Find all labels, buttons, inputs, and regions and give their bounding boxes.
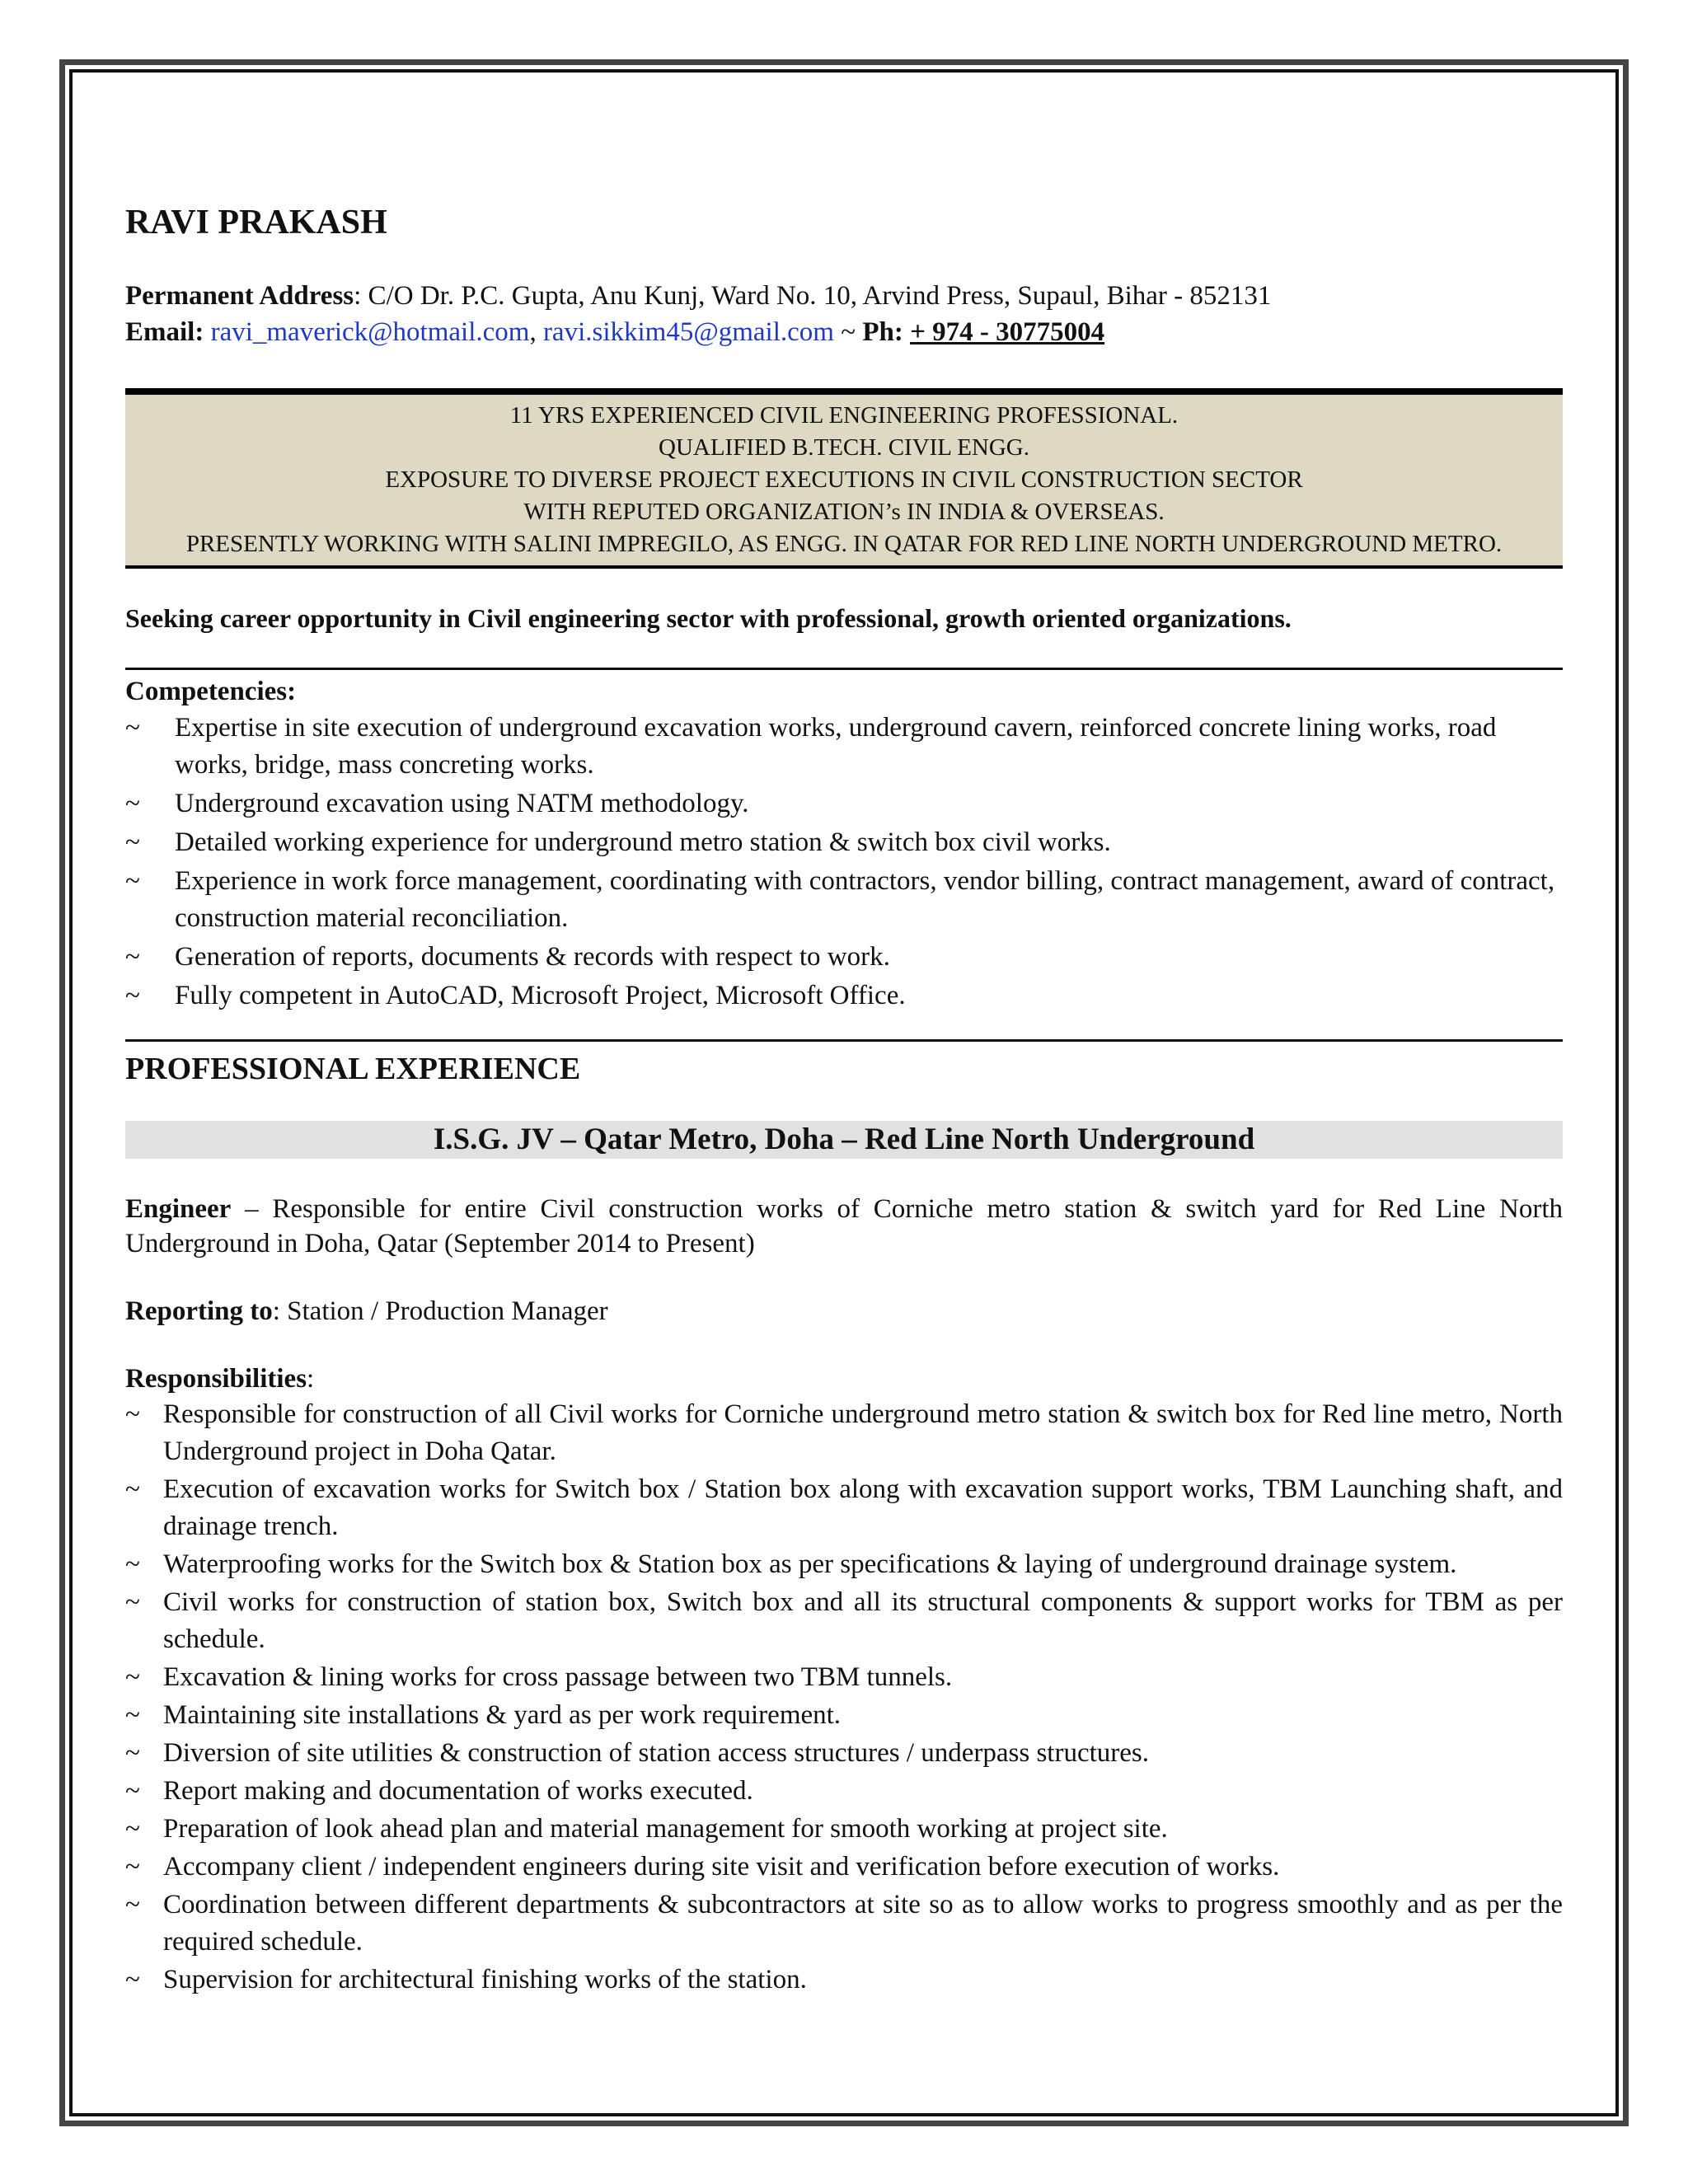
reporting-label: Reporting to bbox=[125, 1296, 273, 1327]
list-item: ~ Coordination between different departments & subcontractors at site so as to allow works to progress smoothly and as per the required schedule. bbox=[125, 1886, 1563, 1961]
list-item: ~ Generation of reports, documents & records with respect to work. bbox=[125, 939, 1563, 976]
summary-line: EXPOSURE TO DIVERSE PROJECT EXECUTIONS IN CIVIL CONSTRUCTION SECTOR bbox=[385, 466, 1303, 494]
tilde-separator: ~ bbox=[841, 317, 856, 348]
phone-label: Ph: bbox=[862, 317, 903, 348]
reporting-line bbox=[125, 1294, 1563, 1329]
tilde-bullet: ~ bbox=[125, 1814, 140, 1844]
tilde-bullet: ~ bbox=[125, 827, 140, 858]
section-divider bbox=[125, 668, 1563, 670]
list-item: ~ Excavation & lining works for cross passage between two TBM tunnels. bbox=[125, 1659, 1563, 1696]
responsibilities-list bbox=[125, 1396, 1563, 1999]
list-item: ~ Underground excavation using NATM methodology. bbox=[125, 785, 1563, 823]
address-value: : C/O Dr. P.C. Gupta, Anu Kunj, Ward No. 10, Arvind Press, Supaul, Bihar - 852131 bbox=[354, 281, 1272, 312]
list-item: ~ Supervision for architectural finishing works of the station. bbox=[125, 1961, 1563, 1999]
responsibilities-heading: Responsibilities: bbox=[125, 1364, 315, 1394]
experience-heading: PROFESSIONAL EXPERIENCE bbox=[125, 1052, 581, 1087]
tilde-bullet: ~ bbox=[125, 1852, 140, 1882]
summary-line: QUALIFIED B.TECH. CIVIL ENGG. bbox=[659, 434, 1029, 462]
tilde-bullet: ~ bbox=[125, 1890, 140, 1920]
list-item: ~ Civil works for construction of station box, Switch box and all its structural components & support works for TBM as per schedule. bbox=[125, 1584, 1563, 1658]
email-link-1[interactable]: ravi_maverick@hotmail.com bbox=[210, 317, 530, 348]
list-item: ~ Accompany client / independent engineers during site visit and verification before execution of works. bbox=[125, 1849, 1563, 1886]
tilde-bullet: ~ bbox=[125, 866, 140, 897]
list-item: ~ Preparation of look ahead plan and material management for smooth working at project site. bbox=[125, 1811, 1563, 1848]
reporting-text: : Station / Production Manager bbox=[272, 1296, 608, 1327]
tilde-bullet: ~ bbox=[125, 1549, 140, 1580]
list-item: ~ Expertise in site execution of underground excavation works, underground cavern, reinforced concrete lining works, road works, bridge, mass concreting works. bbox=[125, 710, 1563, 784]
list-item: ~ Fully competent in AutoCAD, Microsoft Project, Microsoft Office. bbox=[125, 977, 1563, 1015]
email-separator: , bbox=[529, 317, 537, 348]
responsibilities-label: Responsibilities bbox=[125, 1364, 307, 1394]
address-label: Permanent Address bbox=[125, 281, 354, 312]
list-item: ~ Experience in work force management, coordinating with contractors, vendor billing, contract management, award of contract, construction material reconciliation. bbox=[125, 863, 1563, 937]
project-title-bar: I.S.G. JV – Qatar Metro, Doha – Red Line North Underground bbox=[125, 1121, 1563, 1159]
list-item: ~ Detailed working experience for underground metro station & switch box civil works. bbox=[125, 824, 1563, 861]
section-divider bbox=[125, 1039, 1563, 1042]
address-line bbox=[125, 278, 1563, 314]
tilde-bullet: ~ bbox=[125, 942, 140, 972]
phone-value: + 974 - 30775004 bbox=[910, 317, 1105, 348]
summary-box bbox=[125, 388, 1563, 569]
summary-line: WITH REPUTED ORGANIZATION’s IN INDIA & OVERSEAS. bbox=[523, 499, 1165, 526]
role-description bbox=[125, 1192, 1563, 1261]
list-item: ~ Responsible for construction of all Civil works for Corniche underground metro station & switch box for Red line metro, North Underground project in Doha Qatar. bbox=[125, 1396, 1563, 1470]
tilde-bullet: ~ bbox=[125, 1965, 140, 1995]
competencies-list bbox=[125, 710, 1563, 1015]
tilde-bullet: ~ bbox=[125, 1662, 140, 1693]
summary-line: 11 YRS EXPERIENCED CIVIL ENGINEERING PROFESSIONAL. bbox=[509, 402, 1179, 429]
role-label: Engineer bbox=[125, 1194, 232, 1225]
tilde-bullet: ~ bbox=[125, 1776, 140, 1807]
email-phone-line bbox=[125, 314, 1563, 350]
list-item: ~ Report making and documentation of works executed. bbox=[125, 1773, 1563, 1810]
tilde-bullet: ~ bbox=[125, 981, 140, 1011]
list-item: ~ Maintaining site installations & yard as per work requirement. bbox=[125, 1697, 1563, 1734]
role-text: – Responsible for entire Civil construction works of Corniche metro station & switch yard for Red Line North Underground in Doha, Qatar (September 2014 to Present) bbox=[125, 1194, 1563, 1259]
competencies-heading: Competencies: bbox=[125, 677, 297, 707]
tilde-bullet: ~ bbox=[125, 1700, 140, 1731]
tilde-bullet: ~ bbox=[125, 1399, 140, 1430]
resume-content bbox=[125, 202, 1563, 1999]
list-item: ~ Waterproofing works for the Switch box & Station box as per specifications & laying of underground drainage system. bbox=[125, 1546, 1563, 1583]
email-label: Email: bbox=[125, 317, 204, 348]
tilde-bullet: ~ bbox=[125, 789, 140, 819]
list-item: ~ Diversion of site utilities & construction of station access structures / underpass structures. bbox=[125, 1735, 1563, 1772]
tilde-bullet: ~ bbox=[125, 1474, 140, 1505]
email-link-2[interactable]: ravi.sikkim45@gmail.com bbox=[542, 317, 834, 348]
candidate-name: RAVI PRAKASH bbox=[125, 204, 387, 241]
career-objective: Seeking career opportunity in Civil engineering sector with professional, growth oriented organizations. bbox=[125, 603, 1292, 634]
contact-block bbox=[125, 278, 1563, 350]
tilde-bullet: ~ bbox=[125, 1587, 140, 1618]
summary-line: PRESENTLY WORKING WITH SALINI IMPREGILO, AS ENGG. IN QATAR FOR RED LINE NORTH UNDERGROUND METRO. bbox=[185, 531, 1503, 558]
tilde-bullet: ~ bbox=[125, 713, 140, 743]
tilde-bullet: ~ bbox=[125, 1738, 140, 1769]
list-item: ~ Execution of excavation works for Switch box / Station box along with excavation support works, TBM Launching shaft, and drainage trench. bbox=[125, 1471, 1563, 1545]
